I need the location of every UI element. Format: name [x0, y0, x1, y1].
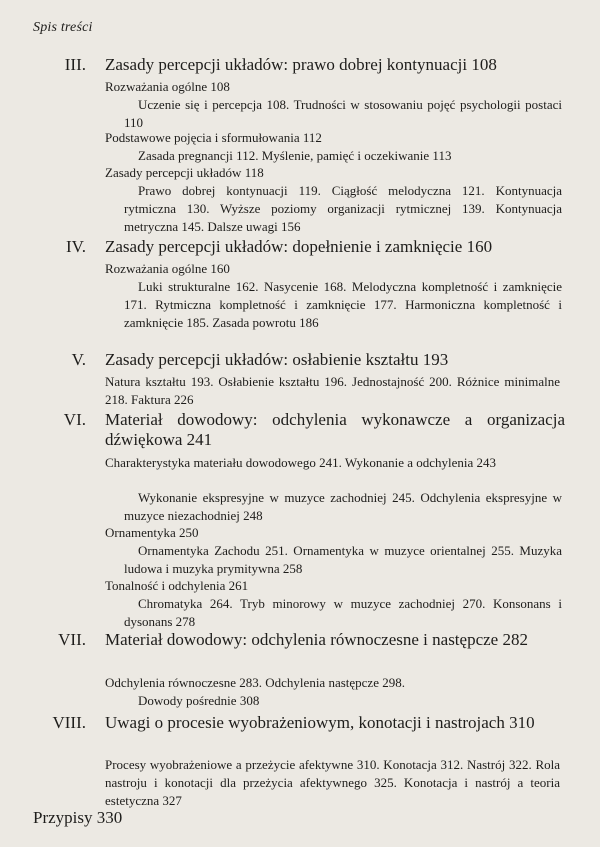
chapter-title: Materiał dowodowy: odchylenia wykonawcze a organizacja dźwiękowa 241 [105, 410, 565, 449]
section-title: Zasady percepcji układów 118 [105, 165, 264, 180]
chapter-number: VII. [58, 630, 86, 649]
section-title: Ornamentyka 250 [105, 525, 199, 540]
section-title: Odchylenia równoczesne 283. Odchylenia następcze 298. [105, 675, 405, 690]
subsection-text: Wykonanie ekspresyjne w muzyce zachodniej 245. Odchylenia ekspresyjne w muzyce niezachodniej 248 [124, 490, 562, 523]
subsection-text: Uczenie się i percepcja 108. Trudności w stosowaniu pojęć psychologii postaci 110 [124, 97, 562, 130]
section-title: Rozważania ogólne 160 [105, 261, 230, 276]
subsection-text: Dowody pośrednie 308 [138, 693, 260, 708]
section-title: Tonalność i odchylenia 261 [105, 578, 249, 593]
subsection-text: Zasada pregnancji 112. Myślenie, pamięć i oczekiwanie 113 [138, 148, 452, 163]
subsection-text: Chromatyka 264. Tryb minorowy w muzyce zachodniej 270. Konsonans i dysonans 278 [124, 596, 562, 629]
chapter-number: IV. [66, 237, 86, 256]
chapter-title: Zasady percepcji układów: dopełnienie i zamknięcie 160 [105, 237, 493, 256]
subsection-text: Prawo dobrej kontynuacji 119. Ciągłość melodyczna 121. Kontynuacja rytmiczna 130. Wyższe poziomy organizacji rytmicznej 139. Kontynuacja metryczna 145. Dalsze uwagi 156 [124, 183, 562, 234]
section-title: Charakterystyka materiału dowodowego 241. Wykonanie a odchylenia 243 [105, 455, 497, 470]
chapter-number: V. [71, 350, 86, 369]
chapter-title: Uwagi o procesie wyobrażeniowym, konotacji i nastrojach 310 [105, 713, 535, 732]
chapter-number: VI. [63, 410, 86, 429]
chapter-title: Zasady percepcji układów: prawo dobrej kontynuacji 108 [105, 55, 497, 74]
section-title: Rozważania ogólne 108 [105, 79, 230, 94]
running-header: Spis treści [33, 20, 93, 35]
chapter-title: Zasady percepcji układów: osłabienie kształtu 193 [105, 350, 449, 369]
chapter-number: VIII. [52, 713, 86, 732]
section-title: Natura kształtu 193. Osłabienie kształtu 196. Jednostajność 200. Różnice minimalne 218. Faktura 226 [105, 374, 560, 407]
chapter-title: Materiał dowodowy: odchylenia równoczesne i następcze 282 [105, 630, 528, 649]
notes-entry: Przypisy 330 [33, 808, 123, 827]
subsection-text: Ornamentyka Zachodu 251. Ornamentyka w muzyce orientalnej 255. Muzyka ludowa i muzyka prymitywna 258 [124, 543, 562, 576]
chapter-number: III. [64, 55, 86, 74]
subsection-text: Luki strukturalne 162. Nasycenie 168. Melodyczna kompletność i zamknięcie 171. Rytmiczna kompletność i zamknięcie 177. Harmoniczna kompletność i zamknięcie 185. Zasada powrotu 186 [124, 279, 562, 330]
section-title: Procesy wyobrażeniowe a przeżycie afektywne 310. Konotacja 312. Nastrój 322. Rola nastroju i konotacji dla przeżycia afektywnego 325. Konotacja i nastrój a teoria estetyczna 327 [105, 757, 560, 808]
section-title: Podstawowe pojęcia i sformułowania 112 [105, 130, 322, 145]
